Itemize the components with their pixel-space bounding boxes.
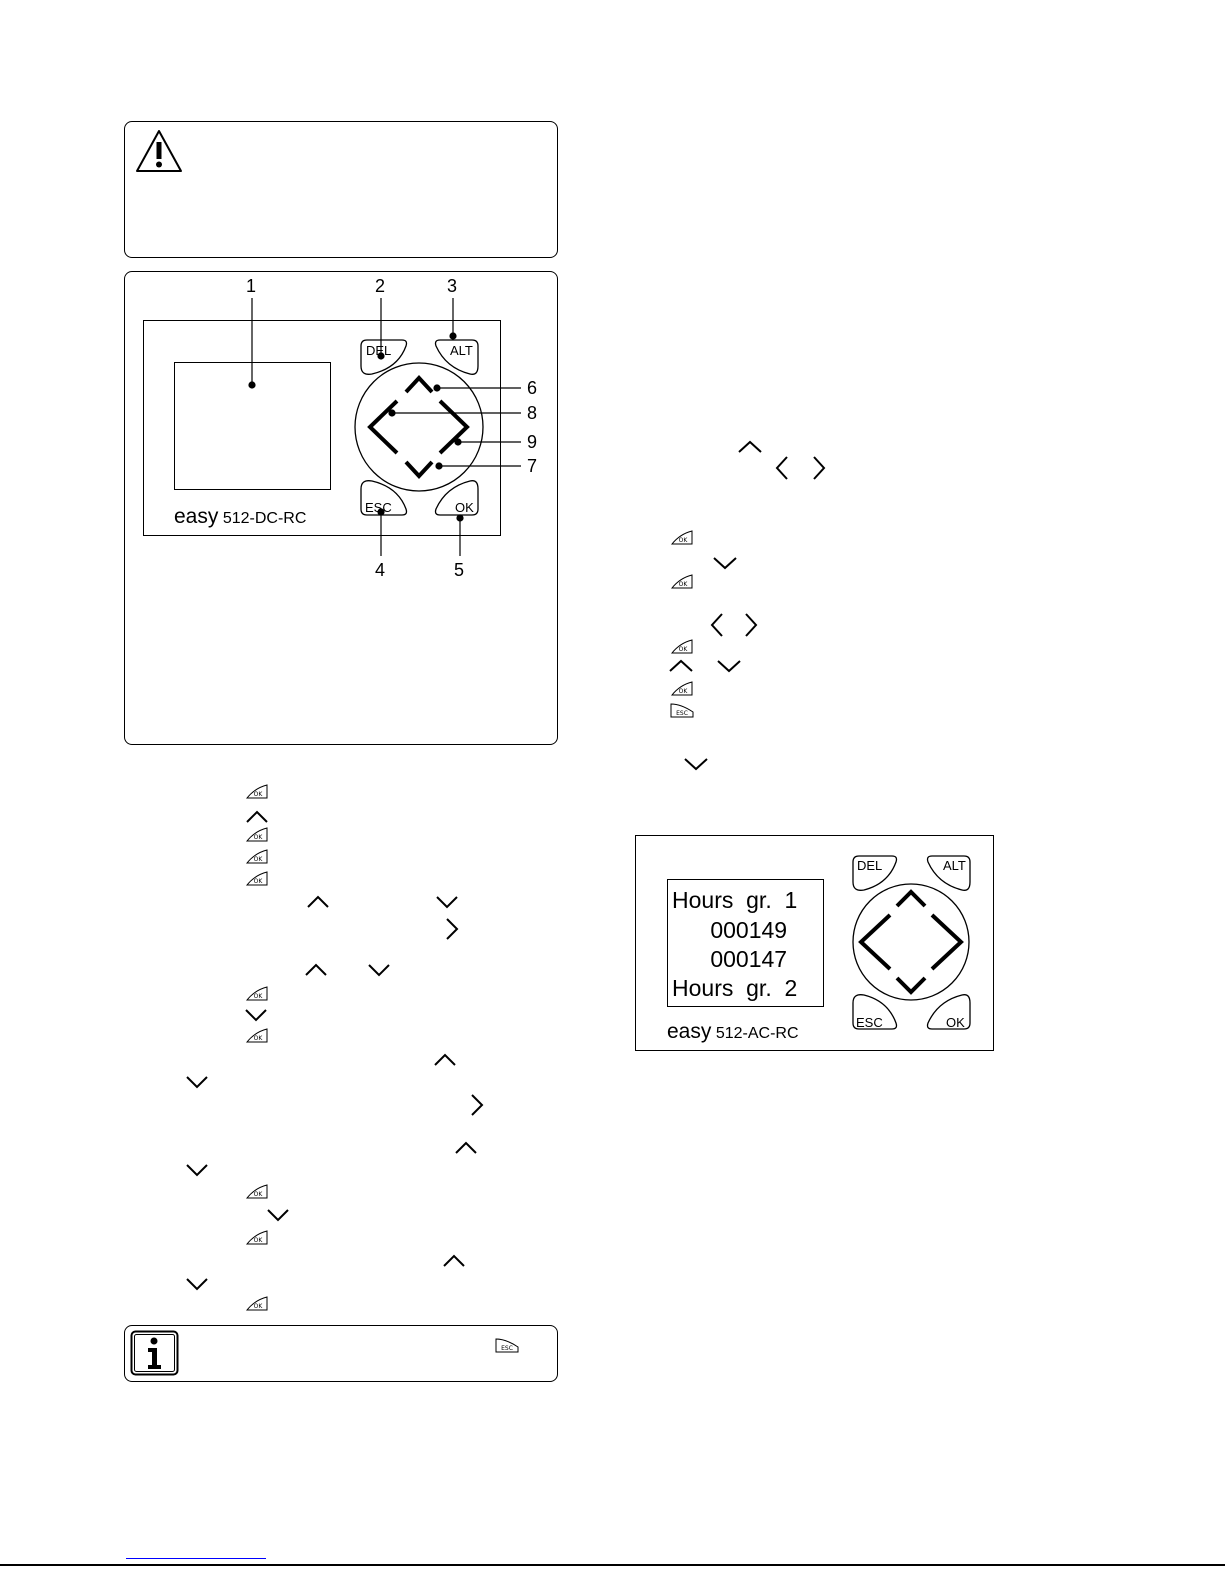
del-key-label: DEL [366,343,392,358]
alt-key-label: ALT [450,343,473,358]
esc-key-label: ESC [365,500,392,515]
cursor-down-icon [266,1208,290,1222]
svg-text:OK: OK [253,856,263,863]
callout-6: 6 [527,378,538,398]
brand-name: easy [667,1020,712,1043]
device-brand-label [667,1021,799,1042]
ok-key-icon [245,1183,269,1201]
display-line-3: 000147 [672,946,788,972]
cursor-up-key [897,892,925,906]
display-line-4: Hours gr. 2 [672,975,798,1001]
ok-key-icon [245,1295,269,1313]
callout-5: 5 [454,560,465,580]
svg-text:OK: OK [253,791,263,798]
cursor-down-icon [185,1277,209,1291]
svg-text:OK: OK [253,834,263,841]
cursor-up-icon [454,1141,478,1155]
footer-rule [0,1564,1225,1566]
svg-text:OK: OK [678,537,688,544]
callout-9: 9 [527,432,538,452]
ok-key-icon [245,1229,269,1247]
model-name: 512-DC-RC [222,510,307,527]
svg-text:OK: OK [678,581,688,588]
del-key-label: DEL [857,858,883,873]
svg-text:ESC: ESC [676,710,688,717]
svg-text:OK: OK [253,1237,263,1244]
cursor-right-key [932,915,961,969]
svg-text:OK: OK [253,1303,263,1310]
cursor-left-key [861,915,890,969]
cursor-pad-ring [853,884,969,1000]
footer-link-underline[interactable] [126,1558,266,1559]
ok-key-label: OK [946,1015,965,1030]
alt-key-label: ALT [943,858,966,873]
callout-4: 4 [375,560,386,580]
info-icon [130,1330,180,1376]
callout-1: 1 [246,276,257,296]
cursor-down-icon [185,1163,209,1177]
cursor-keys[interactable] [861,892,961,992]
brand-name: easy [174,505,219,528]
ok-key-label: OK [455,500,474,515]
svg-text:OK: OK [253,878,263,885]
svg-text:OK: OK [678,688,688,695]
callout-7: 7 [527,456,538,476]
svg-text:OK: OK [253,993,263,1000]
callout-3: 3 [447,276,458,296]
esc-key-icon [494,1337,520,1355]
esc-key-label: ESC [856,1015,883,1030]
svg-text:OK: OK [678,646,688,653]
cursor-down-key [897,978,925,992]
model-name: 512-AC-RC [715,1025,799,1042]
callout-8: 8 [527,403,538,423]
svg-text:ESC: ESC [501,1345,513,1352]
svg-text:OK: OK [253,1191,263,1198]
cursor-up-icon [442,1254,466,1268]
display-line-1: Hours gr. 1 [672,887,798,913]
display-line-2: 000149 [672,917,788,943]
info-box [124,1325,558,1382]
callout-2: 2 [375,276,386,296]
svg-text:OK: OK [253,1035,263,1042]
